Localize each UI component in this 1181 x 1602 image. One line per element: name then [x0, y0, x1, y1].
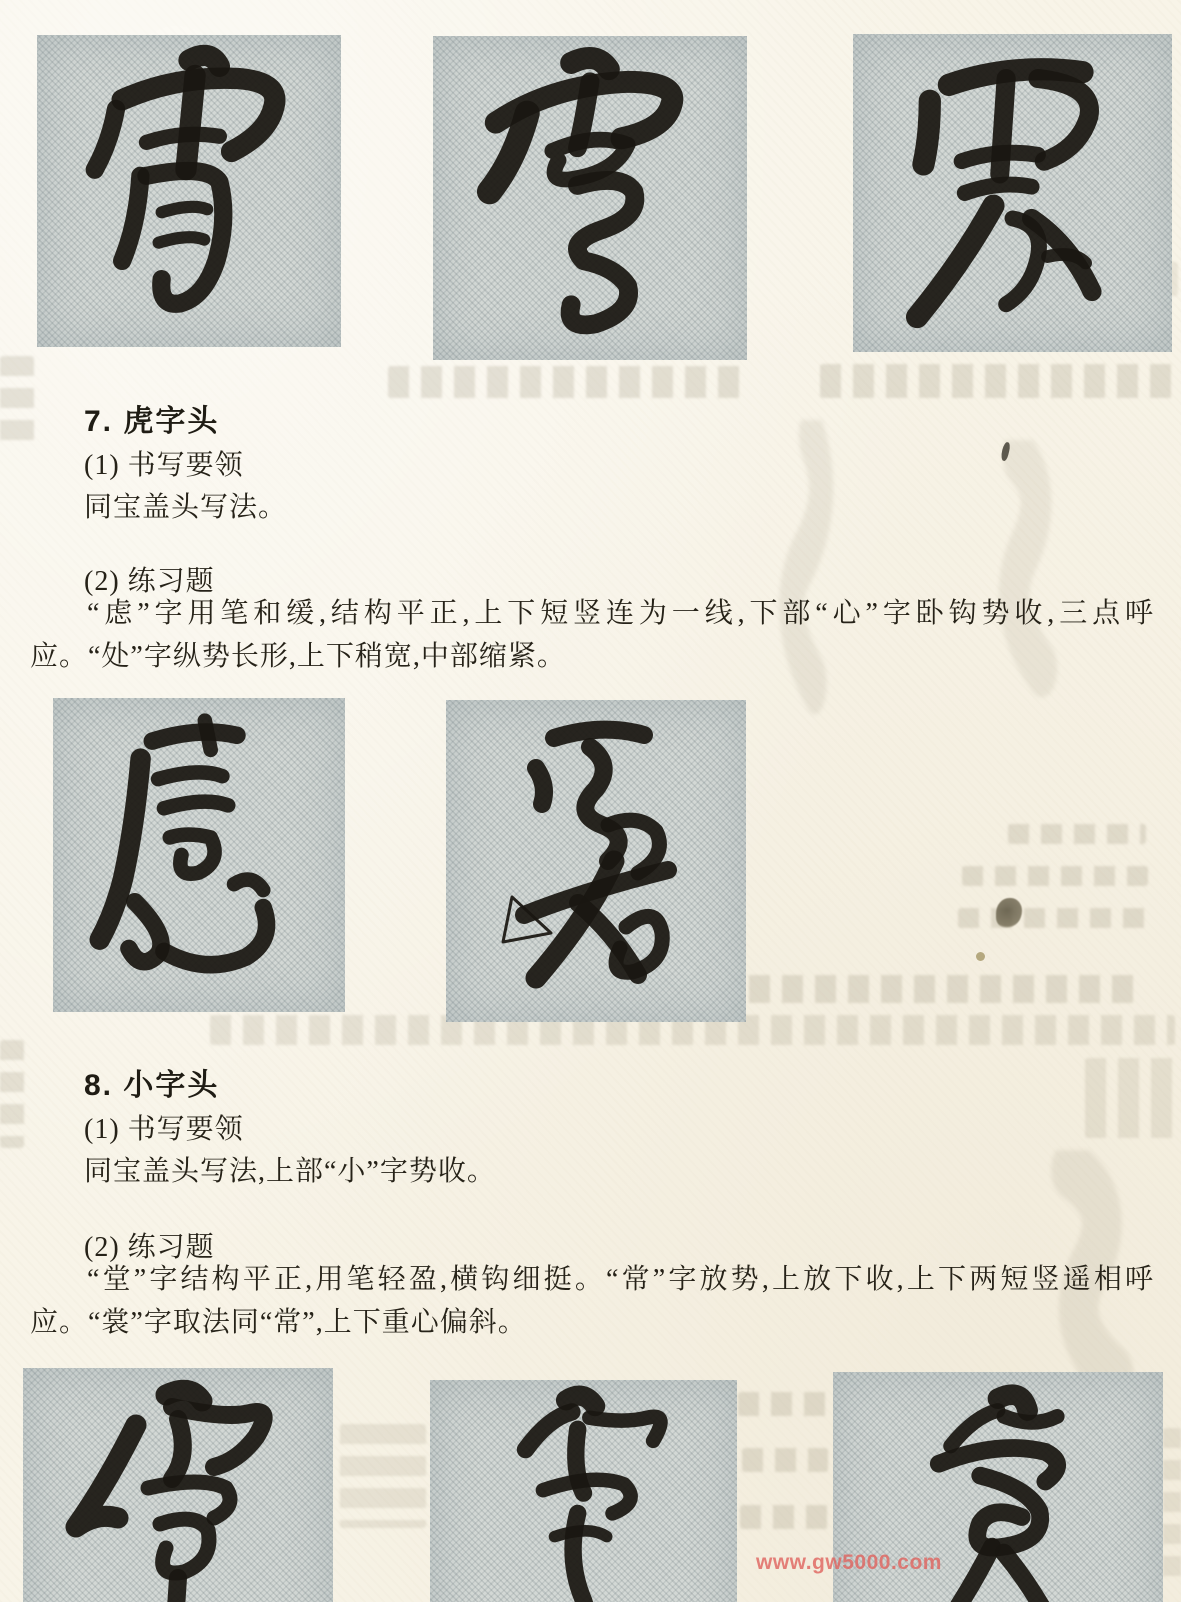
- bleed-through-text-band: [340, 1424, 426, 1528]
- bleed-through-text-band: [0, 356, 34, 444]
- bleed-through-text-band: [820, 364, 1175, 398]
- ink-speck: [976, 952, 985, 961]
- section-heading: 8. 小字头: [84, 1069, 220, 1102]
- brush-glyph: [853, 34, 1172, 352]
- bleed-through-text-band: [1085, 1058, 1175, 1138]
- calligraphy-image-tang: [23, 1368, 333, 1602]
- bleed-through-text-row: [740, 1505, 828, 1529]
- brush-glyph: [37, 35, 341, 347]
- bleed-through-text-row: [962, 866, 1148, 886]
- brush-glyph: [23, 1368, 333, 1602]
- bleed-through-calligraphy: [745, 420, 865, 730]
- brush-glyph: [433, 36, 747, 360]
- watermark: www.gw5000.com: [756, 1551, 942, 1574]
- calligraphy-image-chu: [446, 700, 746, 1022]
- brush-glyph: [446, 700, 746, 1022]
- calligraphy-image-lv: [53, 698, 345, 1012]
- section-heading: 7. 虎字头: [84, 405, 220, 438]
- bleed-through-text-band: [388, 366, 748, 398]
- practice-paragraph: “堂”字结构平正,用笔轻盈,横钩细挺。“常”字放势,上放下收,上下两短竖遥相呼应。“裳”字取法同“常”,上下重心偏斜。: [30, 1264, 1154, 1338]
- calligraphy-image-ling: [433, 36, 747, 360]
- brush-glyph: [430, 1380, 737, 1602]
- bleed-through-text-band: [0, 1040, 24, 1148]
- calligraphy-image-chang: [430, 1380, 737, 1602]
- calligraphy-image-zhen: [853, 34, 1172, 352]
- practice-paragraph: “虑”字用笔和缓,结构平正,上下短竖连为一线,下部“心”字卧钩势收,三点呼应。“处”字纵势长形,上下稍宽,中部缩紧。: [30, 598, 1154, 672]
- subsection-label: (2) 练习题: [84, 1232, 215, 1263]
- subsection-body: 同宝盖头写法。: [84, 492, 288, 523]
- brush-glyph: [53, 698, 345, 1012]
- bleed-through-text-row: [742, 1448, 828, 1472]
- bleed-through-text-row: [958, 908, 1146, 928]
- subsection-label: (2) 练习题: [84, 566, 215, 597]
- subsection-label: (1) 书写要领: [84, 450, 244, 481]
- bleed-through-text-band: [1163, 1428, 1181, 1588]
- bleed-through-text-row: [1008, 824, 1146, 844]
- subsection-body: 同宝盖头写法,上部“小”字势收。: [84, 1156, 496, 1187]
- subsection-label: (1) 书写要领: [84, 1114, 244, 1145]
- bleed-through-text-row: [738, 1392, 830, 1416]
- calligraphy-image-xiao: [37, 35, 341, 347]
